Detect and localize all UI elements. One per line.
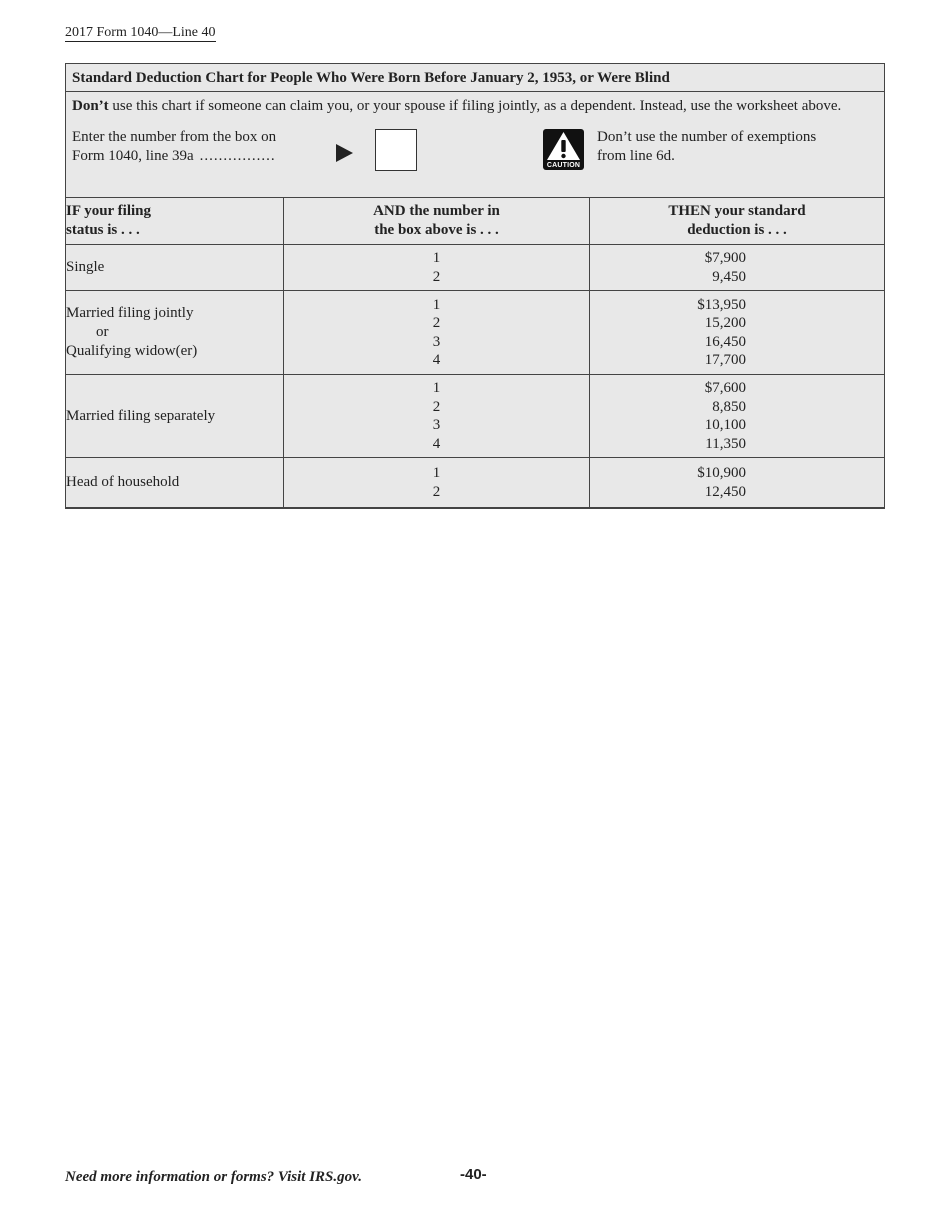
box-number: 2 [432, 483, 441, 500]
deduction-amount: 10,100 [704, 417, 746, 433]
deductions-cell [590, 375, 885, 458]
dont-rest: use this chart if someone can claim you, or your spouse if filing jointly, as a dependent. Instead, use the worksheet above. [108, 98, 842, 114]
numbers-cell [284, 375, 590, 458]
chart-title: Standard Deduction Chart for People Who Were Born Before January 2, 1953, or Were Blind [66, 64, 884, 92]
enter-line-1: Enter the number from the box on [72, 129, 277, 145]
number-entry-box[interactable] [375, 129, 417, 171]
deduction-table [65, 197, 885, 508]
dont-bold: Don’t [72, 98, 109, 114]
box-number: 4 [432, 435, 441, 452]
numbers-cell [284, 291, 590, 375]
deduction-amount: 15,200 [704, 315, 746, 331]
status-text: Qualifying widow(er) [66, 343, 198, 359]
box-number: 2 [432, 398, 441, 415]
header-standard-deduction [590, 198, 885, 245]
table-row-head-of-household [66, 458, 885, 508]
leader-dots: ................ [199, 148, 276, 164]
deduction-values [686, 296, 746, 370]
status-or: or [96, 324, 109, 340]
standard-deduction-chart [65, 63, 885, 509]
enter-line-2-wrap [72, 147, 337, 166]
deduction-amount: $7,900 [704, 250, 746, 266]
header-status-line-2: status is . . . [66, 222, 140, 238]
status-cell [66, 458, 284, 508]
deduction-amount: 16,450 [704, 333, 746, 350]
caution-icon [543, 129, 584, 170]
deduction-amount: 9,450 [712, 268, 746, 285]
status-cell [66, 375, 284, 458]
enter-number-instruction [72, 128, 337, 166]
deduction-amount: $7,600 [704, 380, 746, 396]
box-number: 2 [432, 315, 441, 331]
status-text: Married filing separately [66, 407, 216, 424]
numbers-cell [284, 245, 590, 291]
header-deduction-line-2: deduction is . . . [687, 222, 787, 238]
numbers-cell [284, 458, 590, 508]
deduction-values [686, 464, 746, 501]
footer-note: Need more information or forms? Visit IRS.gov. [65, 1169, 362, 1185]
box-number: 2 [432, 268, 441, 285]
deduction-amount: 17,700 [704, 352, 746, 368]
table-header-row [66, 198, 885, 245]
deduction-values [686, 249, 746, 286]
deductions-cell [590, 458, 885, 508]
running-head: 2017 Form 1040—Line 40 [65, 25, 216, 40]
deductions-cell [590, 245, 885, 291]
table-row-single [66, 245, 885, 291]
page-number: -40- [460, 1166, 487, 1183]
status-cell [66, 291, 284, 375]
arrow-right-icon [336, 144, 353, 162]
status-cell [66, 245, 284, 291]
table-row-married-separately [66, 375, 885, 458]
caution-label: CAUTION [546, 162, 581, 169]
dont-use-instruction [72, 98, 841, 115]
status-text: Head of household [66, 474, 180, 490]
box-number: 1 [432, 465, 441, 481]
box-number: 1 [432, 380, 441, 396]
box-number: 3 [432, 333, 441, 350]
header-deduction-line-1: THEN your standard [668, 203, 806, 219]
caution-line-1: Don’t use the number of exemptions [597, 129, 817, 145]
enter-line-2: Form 1040, line 39a [72, 148, 194, 164]
box-number: 3 [432, 417, 441, 433]
caution-line-2: from line 6d. [597, 148, 675, 164]
status-text: Married filing jointly [66, 305, 194, 321]
deduction-amount: $10,900 [697, 465, 746, 481]
deduction-amount: 12,450 [704, 483, 746, 500]
deduction-amount: 8,850 [712, 398, 746, 415]
header-box-number [284, 198, 590, 245]
header-filing-status [66, 198, 284, 245]
header-status-line-1: IF your filing [66, 203, 152, 219]
deduction-amount: $13,950 [697, 296, 746, 313]
deduction-values [686, 379, 746, 453]
deduction-amount: 11,350 [705, 435, 746, 452]
header-number-line-2: the box above is . . . [374, 222, 499, 238]
caution-text [597, 128, 857, 166]
box-number: 1 [432, 250, 441, 266]
header-number-line-1: AND the number in [373, 203, 500, 219]
box-number: 1 [432, 296, 441, 313]
deductions-cell [590, 291, 885, 375]
table-row-married-jointly [66, 291, 885, 375]
status-text: Single [66, 259, 105, 275]
box-number: 4 [432, 352, 441, 368]
